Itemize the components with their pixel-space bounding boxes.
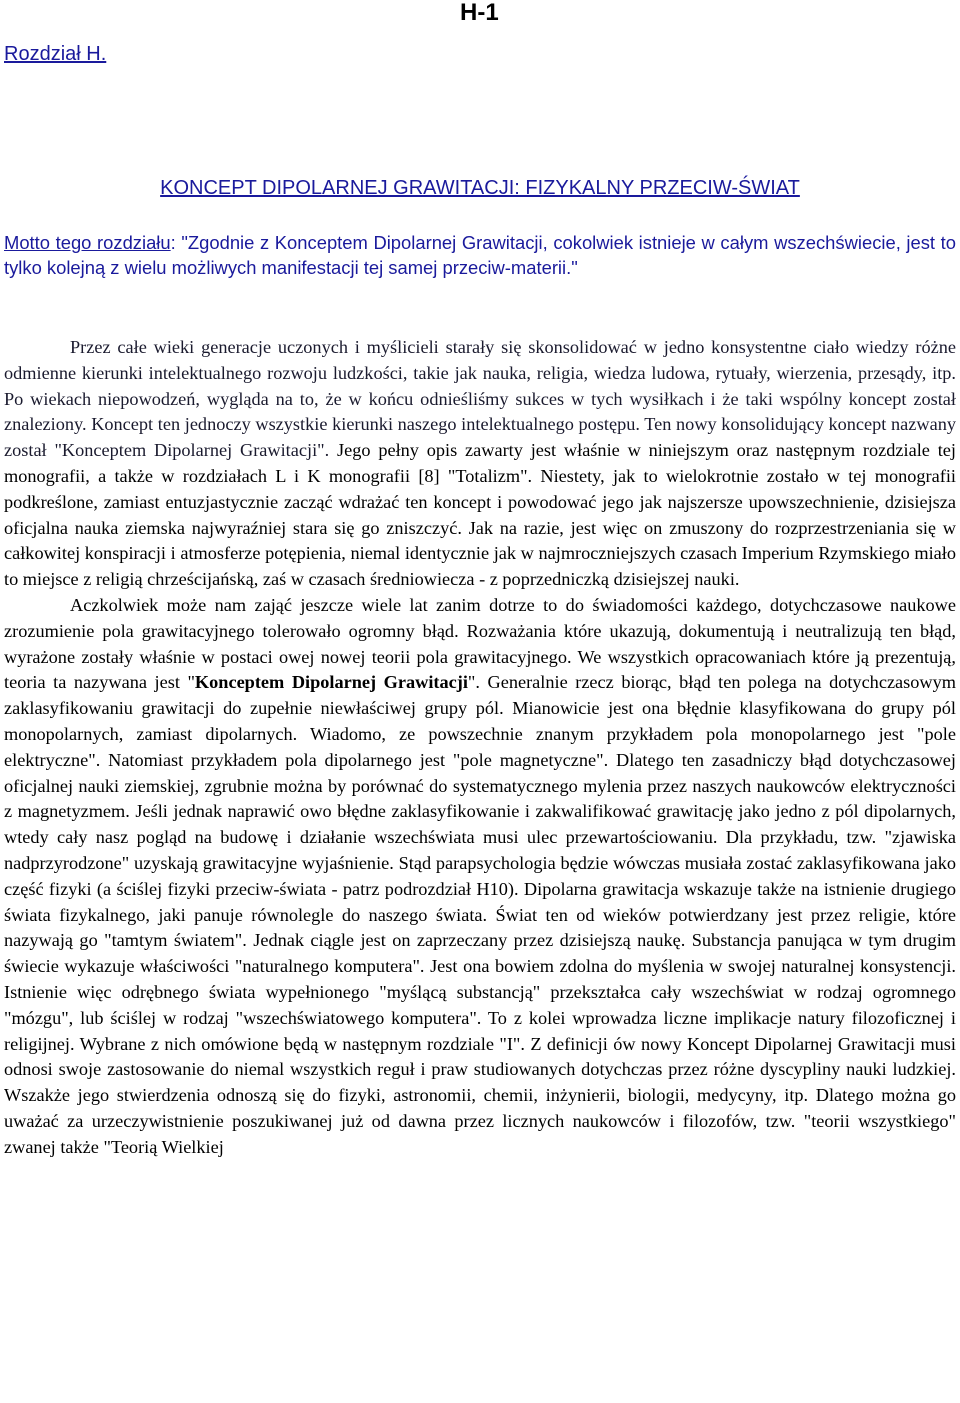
page-number: H-1 <box>460 0 499 26</box>
paragraph-1-rest: Jego pełny opis zawarty jest właśnie w niniejszym oraz następnym rozdziale tej monografii, a także w rozdziałach L i K monografii [8] "Totalizm". Niestety, jak to wielokrotnie zostało w tej monografii podkreślone, zamiast entuzjastycznie zacząć wdrażać ten koncept i powodować jego jak najszersze upowszechnienie, dzisiejsza oficjalna nauka ziemska najwyraźniej stara się go zniszczyć. Jak na razie, jest więc on zmuszony do rozprzestrzeniania się w całkowitej konspiracji i atmosferze potępienia, niemal identycznie jak w najmroczniejszych czasach Imperium Rzymskiego miało to miejsce z religią chrześcijańską, zaś w czasach średniowiecza - z poprzedniczką dzisiejszej nauki. <box>4 440 956 590</box>
chapter-link[interactable]: Rozdział H. <box>4 43 107 65</box>
paragraph-2 <box>4 593 956 1161</box>
chapter-title-text: KONCEPT DIPOLARNEJ GRAWITACJI: FIZYKALNY PRZECIW-ŚWIAT <box>160 177 800 199</box>
paragraph-1-lead: Przez całe wieki generacje uczonych i myślicieli starały się skonsolidować w jedno konsystentne ciało wiedzy różne odmienne kierunki intelektualnego rozwoju ludzkości, takie jak nauka, religia, wiedza ludowa, rytuały, wierzenia, przesądy, itp. Po wiekach niepowodzeń, wygląda na to, że w końcu odnieśliśmy sukces w tych wysiłkach i że taki wspólny koncept został znaleziony. Koncept ten jednoczy wszystkie kierunki naszego intelektualnego postępu. Ten nowy konsolidujący koncept nazwany został "Konceptem Dipolarnej Grawitacji". <box>4 337 956 461</box>
concept-name-bold: Konceptem Dipolarnej Grawitacji <box>194 672 468 693</box>
paragraph-1 <box>4 335 956 593</box>
motto-label: Motto tego rozdziału <box>4 232 171 253</box>
motto <box>4 230 956 280</box>
paragraph-2-rest: ". Generalnie rzecz biorąc, błąd ten polega na dotychczasowym zaklasyfikowaniu grawitacji do zupełnie niewłaściwej grupy pól. Mianowicie jest ona błędnie klasyfikowana do grupy pól monopolarnych, zamiast dipolarnych. Wiadomo, ze powszechnie znanym przykładem pola monopolarnego jest "pole elektryczne". Natomiast przykładem pola dipolarnego jest "pole magnetyczne". Dlatego ten zasadniczy błąd dotychczasowej oficjalnej nauki ziemskiej, zgrubnie można by porównać do systematycznego mylenia przez naszych naukowców elektryczności z magnetyzmem. Jeśli jednak naprawić owo błędne zaklasyfikowanie i zakwalifikować grawitację jako jedno z pól dipolarnych, wtedy cały nasz pogląd na budowę i działanie wszechświata musi ulec przewartościowaniu. Dla przykładu, tzw. "zjawiska nadprzyrodzone" uzyskają grawitacyjne wyjaśnienie. Stąd parapsychologia będzie wówczas musiała zostać zaklasyfikowana jako część fizyki (a ściślej fizyki przeciw-świata - patrz podrozdział H10). Dipolarna grawitacja wskazuje także na istnienie drugiego świata fizykalnego, jaki panuje równolegle do naszego świata. Świat ten od wieków potwierdzany jest przez religie, które nazywają go "tamtym światem". Jednak ciągle jest on zaprzeczany przez dzisiejszą naukę. Substancja panująca w tym drugim świecie wykazuje właściwości "naturalnego komputera". Jest ona bowiem zdolna do myślenia w swojej naturalnej konsystencji. Istnienie więc odrębnego świata wypełnionego "myślącą substancją" przekształca cały wszechświat w rodzaj ogromnego "mózgu", lub ściślej w rodzaj "wszechświatowego komputera". To z kolei wprowadza liczne implikacje natury filozoficznej i religijnej. Wybrane z nich omówione będą w następnym rozdziale "I". Z definicji ów nowy Koncept Dipolarnej Grawitacji musi odnosi swoje zastosowanie do niemal wszystkich reguł i praw studiowanych dotychczas przez różne dyscypliny nauki ludzkiej. Wszakże jego stwierdzenia odnoszą się do fizyki, astronomii, chemii, inżynierii, biologii, medycyny, itp. Dlatego można go uważać za urzeczywistnienie poszukiwanej już od dawna przez licznych naukowców i filozofów, tzw. "teorii wszystkiego" zwanej także "Teorią Wielkiej <box>4 672 956 1157</box>
body-text <box>4 335 956 1161</box>
chapter-title <box>0 176 960 200</box>
motto-text: : "Zgodnie z Konceptem Dipolarnej Grawitacji, cokolwiek istnieje w całym wszechświecie, jest to tylko kolejną z wielu możliwych manifestacji tej samej przeciw-materii." <box>4 232 957 278</box>
paragraph-2-intro: Aczkolwiek może nam zająć jeszcze wiele lat zanim dotrze to do świadomości każdego, dotychczasowe naukowe zrozumienie pola grawitacyjnego tolerowało ogromny błąd. Rozważania które ukazują, dokumentują i neutralizują ten błąd, wyrażone zostały właśnie w postaci owej nowej teorii pola grawitacyjnego. We wszystkich opracowaniach które ją prezentują, teoria ta nazywana jest " <box>4 594 956 693</box>
